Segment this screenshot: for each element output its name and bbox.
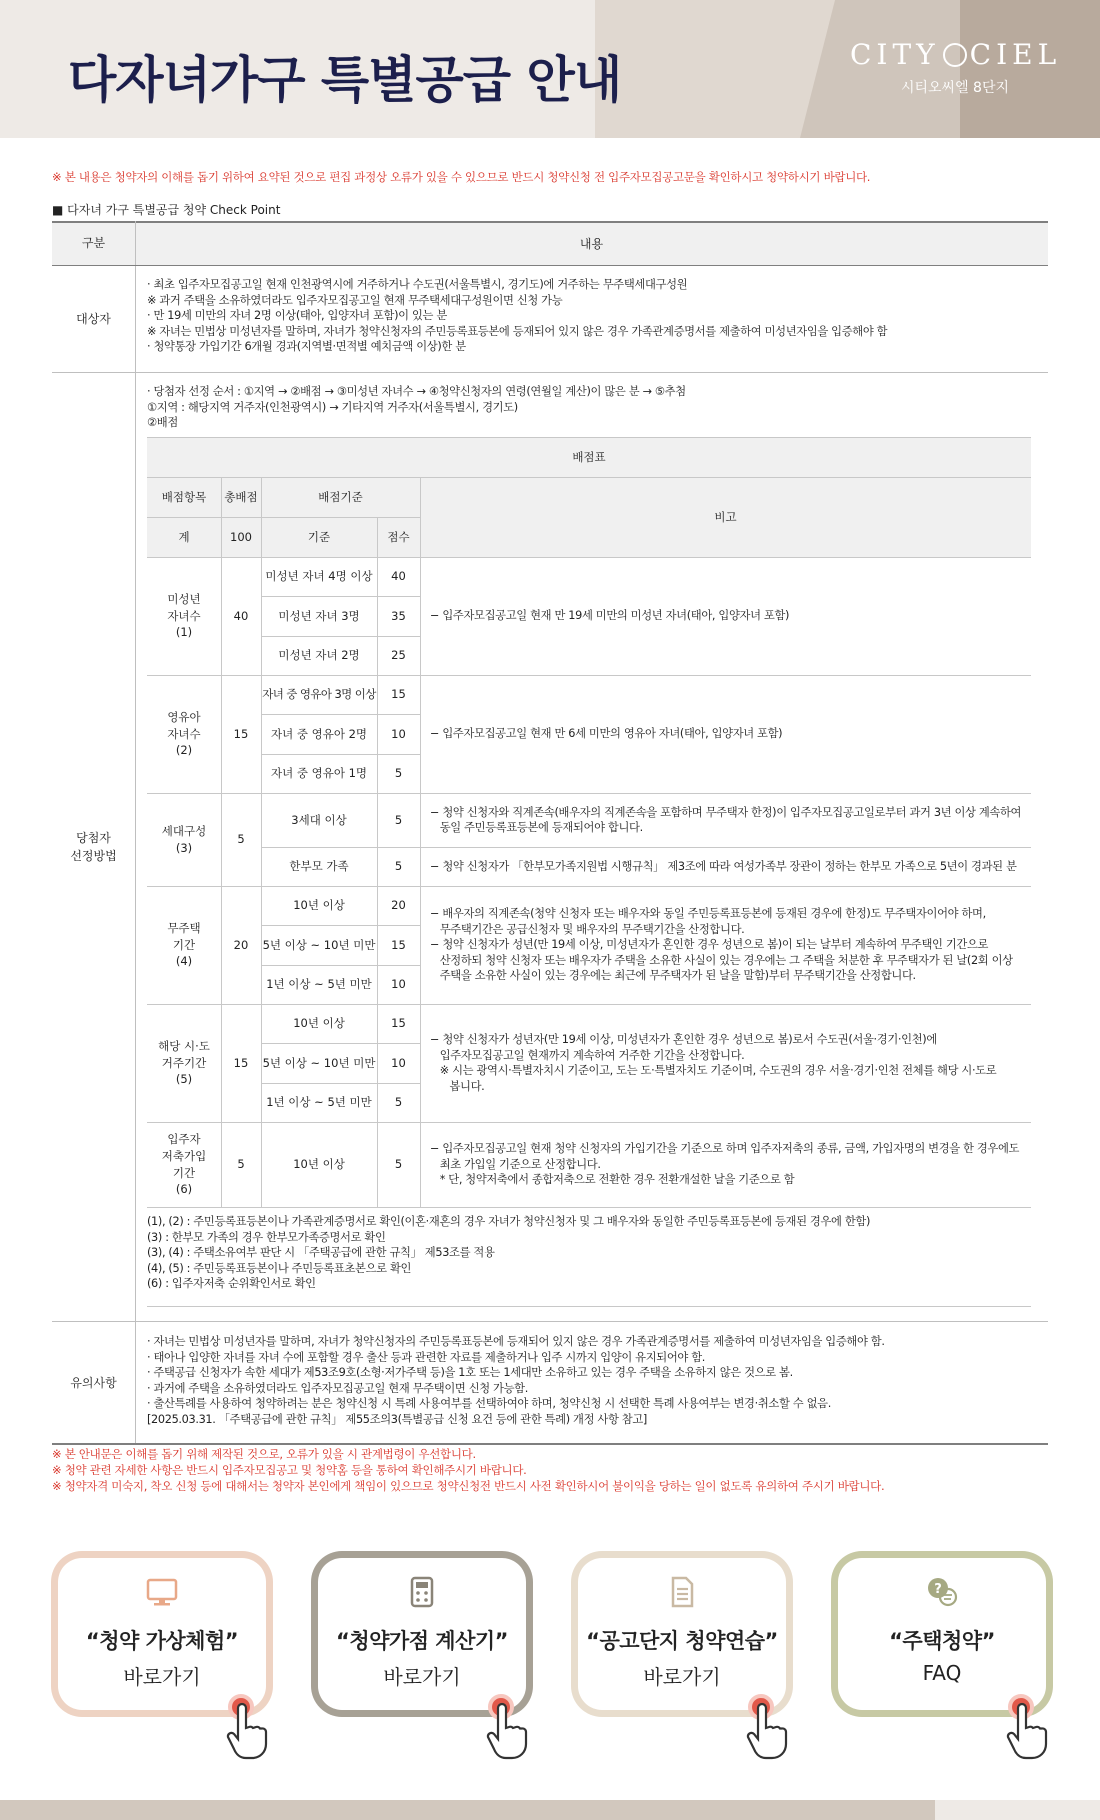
remark-cell: − 입주자모집공고일 현재 청약 신청자의 가입기간을 기준으로 하며 입주자저축의 종류, 금액, 가입자명의 변경을 한 경우에도 최초 가입일 기준으로 산정합니다. * 단, 청약저축에서 종합저축으로 전환한 경우 전환개설한 날을 기준으로 함 [430,1142,1020,1187]
basis-cell: 자녀 중 영유아 1명 [270,766,368,781]
grid-line [261,754,420,755]
h-remark: 비고 [420,477,1031,557]
card-title: “공고단지 청약연습” [586,1629,778,1653]
footnote: (3) : 한부모 가족의 경우 한부모가족증명서로 확인 [147,1230,386,1244]
note-line: ※ 청약자격 미숙지, 착오 신청 등에 대해서는 청약자 본인에게 책임이 있으므로 청약신청전 반드시 사전 확인하시어 불이익을 당하는 일이 없도록 유의하여 주시기 바랍니다. [52,1479,885,1493]
card-score-calculator[interactable] [318,1558,526,1710]
h-sum-val: 100 [221,517,261,557]
basis-cell: 자녀 중 영유아 2명 [270,726,368,741]
group-total: 15 [233,1055,249,1070]
points-cell: 5 [394,766,403,781]
card-subtitle: 바로가기 [643,1665,721,1689]
notes-bottom [52,1446,884,1494]
grid-line [147,886,1031,887]
grid-line [147,1004,1031,1005]
grid-line [261,714,420,715]
remark-cell: − 청약 신청자가 「한부모가족지원법 시행규칙」 제3조에 따라 여성가족부 장관이 정하는 한부모 가족으로 5년이 경과된 분 [430,859,1017,873]
card-faq[interactable] [838,1558,1046,1710]
card-subtitle: 바로가기 [123,1665,201,1689]
footnote: (4), (5) : 주민등록표등본이나 주민등록표초본으로 확인 [147,1261,412,1275]
footer-bar [0,1800,1100,1820]
card-title: “청약가점 계산기” [336,1629,508,1653]
basis-cell: 5년 이상 ~ 10년 미만 [262,1055,376,1070]
remark-cell: − 입주자모집공고일 현재 만 6세 미만의 영유아 자녀(태아, 입양자녀 포함) [430,727,783,741]
grid-line [261,596,420,597]
points-cell: 5 [394,859,403,874]
basis-cell: 5년 이상 ~ 10년 미만 [262,937,376,952]
grid-line [221,477,222,1207]
group-name: 영유아 자녀수 (2) [167,709,201,758]
points-cell: 5 [394,1157,403,1172]
header-category: 구분 [81,236,106,250]
h-points: 점수 [377,517,420,557]
points-cell: 10 [391,1055,406,1070]
grid-line [147,675,1031,676]
eligibility-label: 대상자 [76,312,111,326]
svg-text:?: ? [934,1582,942,1597]
grid-line [261,1043,420,1044]
basis-cell: 10년 이상 [293,1016,345,1031]
group-name: 세대구성 (3) [161,823,207,855]
points-cell: 15 [391,687,406,702]
header-content: 내용 [579,236,604,251]
points-cell: 40 [391,569,406,584]
points-cell: 20 [391,898,406,913]
grid-line [147,437,1031,438]
selection-line: ②배점 [147,416,178,429]
grid-line [147,557,1031,558]
pointer-hand-icon [224,1702,268,1762]
caution-line: · 태아나 입양한 자녀를 자녀 수에 포함할 경우 출산 등과 관련한 자료를 제출하거나 입주 시까지 입양이 유지되어야 함. [147,1350,706,1364]
monitor-icon [145,1575,179,1609]
card-subtitle: FAQ [922,1661,962,1685]
grid-line [377,517,378,1207]
eligibility-line: ※ 과거 주택을 소유하였더라도 입주자모집공고일 현재 무주택세대구성원이면 신청 가능 [147,293,563,307]
grid-line [261,925,420,926]
h-item: 배점항목 [147,477,221,517]
points-cell: 25 [391,648,406,663]
card-practice[interactable] [578,1558,786,1710]
basis-cell: 10년 이상 [293,1157,345,1172]
grid-line [147,477,1031,478]
points-cell: 15 [391,1016,406,1031]
card-subtitle: 바로가기 [383,1665,461,1689]
grid-line [261,965,420,966]
pointer-hand-icon [484,1702,528,1762]
basis-cell: 1년 이상 ~ 5년 미만 [266,1095,372,1110]
brand-logo [850,38,1060,97]
selection-intro [147,384,686,431]
divider [52,265,1048,266]
notice-top: ※ 본 내용은 청약자의 이해를 돕기 위하여 요약된 것으로 편집 과정상 오류가 있을 수 있으므로 반드시 청약신청 전 입주자모집공고문을 확인하시고 청약하시기 바랍니다. [52,170,871,184]
caution-line: · 과거에 주택을 소유하였더라도 입주자모집공고일 현재 무주택이면 신청 가능함. [147,1381,528,1395]
caution-line: · 출산특례를 사용하여 청약하려는 분은 청약신청 시 특례 사용여부를 선택하여야 하며, 청약신청 시 선택한 특례 사용여부는 변경·취소할 수 없음. [147,1397,831,1410]
card-title: “청약 가상체험” [85,1629,239,1653]
caution-line: · 자녀는 민법상 미성년자를 말하며, 자녀가 청약신청자의 주민등록표등본에 등재되어 있지 않은 경우 가족관계증명서를 제출하여 미성년자임을 입증해야 함. [147,1335,885,1348]
points-cell: 5 [394,1095,403,1110]
basis-cell: 10년 이상 [293,898,345,913]
divider [52,1443,1048,1445]
group-name: 해당 시·도 거주기간 (5) [158,1038,210,1087]
h-basis: 기준 [261,517,377,557]
calculator-icon [405,1575,439,1609]
divider [52,372,1048,373]
group-name: 무주택 기간 (4) [167,920,201,969]
pointer-hand-icon [1004,1702,1048,1762]
caution-content [147,1334,885,1427]
score-footnotes [147,1214,870,1292]
caution-line: [2025.03.31. 「주택공급에 관한 규칙」 제55조의3(특별공급 신청 요건 등에 관한 특례) 개정 사항 참고] [147,1412,647,1426]
score-table-title: 배점표 [147,437,1031,477]
faq-icon [925,1575,959,1609]
h-criteria: 배점기준 [261,477,420,517]
h-sum: 계 [147,517,221,557]
brand-right: CIEL [969,38,1062,71]
group-name: 입주자 저축가입 기간 (6) [161,1132,207,1197]
points-cell: 35 [391,608,406,623]
basis-cell: 미성년 자녀 2명 [278,648,360,663]
card-virtual-experience[interactable] [58,1558,266,1710]
basis-cell: 자녀 중 영유아 3명 이상 [262,687,376,702]
selection-line: · 당첨자 선정 순서 : ①지역 → ②배점 → ③미성년 자녀수 → ④청약신청자의 연령(연월일 계산)이 많은 분 → ⑤추첨 [147,385,686,398]
grid-line [147,517,420,518]
footer-accent [935,1800,1100,1820]
points-cell: 10 [391,977,406,992]
remark-cell: − 입주자모집공고일 현재 만 19세 미만의 미성년 자녀(태아, 입양자녀 포함) [430,609,790,623]
grid-line [147,793,1031,794]
group-total: 15 [233,726,249,741]
divider [135,221,136,1443]
footnote-divider [147,1306,1031,1307]
eligibility-line: ※ 자녀는 민법상 미성년자를 말하며, 자녀가 청약신청자의 주민등록표등본에 등재되어 있지 않은 경우 가족관계증명서를 제출하여 미성년자임을 입증해야 함 [147,324,888,338]
note-line: ※ 청약 관련 자세한 사항은 반드시 입주자모집공고 및 청약홈 등을 통하여 확인해주시기 바랍니다. [52,1463,527,1477]
pointer-hand-icon [744,1702,788,1762]
points-cell: 15 [391,937,406,952]
grid-line [420,477,421,1207]
group-total: 20 [233,937,249,952]
points-cell: 10 [391,726,406,741]
basis-cell: 3세대 이상 [291,812,347,827]
group-total: 5 [237,1157,245,1172]
brand-o-mark [943,43,967,67]
document-icon [665,1575,699,1609]
grid-line [147,1207,1031,1208]
points-cell: 5 [394,812,403,827]
selection-label: 당첨자 선정방법 [70,831,117,863]
brand-subtitle: 시티오씨엘 8단지 [900,80,1010,96]
header-banner [0,0,1100,138]
page-title: 다자녀가구 특별공급 안내 [68,51,622,109]
divider [52,1321,1048,1322]
grid-line [261,1083,420,1084]
caution-line: · 주택공급 신청자가 속한 세대가 제53조9호(소형·저가주택 등)을 1호 또는 1세대만 소유하고 있는 경우 주택을 소유하지 않은 것으로 봄. [147,1366,793,1379]
basis-cell: 미성년 자녀 3명 [278,608,360,623]
footnote: (1), (2) : 주민등록표등본이나 가족관계증명서로 확인(이혼·재혼의 경우 자녀가 청약신청자 및 그 배우자와 동일한 주민등록표등본에 등재된 경우에 한함) [147,1215,871,1228]
score-table [147,437,1031,1207]
remark-cell: − 청약 신청자와 직계존속(배우자의 직계존속을 포함하며 무주택자 한정)이 입주자모집공고일로부터 과거 3년 이상 계속하여 동일 주민등록표등본에 등재되어야 합니다. [430,805,1022,834]
note-line: ※ 본 안내문은 이해를 돕기 위해 제작된 것으로, 오류가 있을 시 관계법령이 우선합니다. [52,1447,476,1461]
group-total: 40 [233,608,249,623]
eligibility-content [147,277,887,355]
group-total: 5 [237,832,245,847]
remark-cell: − 배우자의 직계존속(청약 신청자 또는 배우자와 동일 주민등록표등본에 등재된 경우에 한정)도 무주택자이어야 하며, 무주택기간은 공급신청자 및 배우자의 무주택기간을 산정합니다. − 청약 신청자가 성년(만 19세 이상, 미성년자가 혼인한 경우 성년으로 봄)이 되는 날부터 계속하여 무주택인 기간으로 산정하되 청약 신청자 또는 배우자가 주택을 소유한 사실이 있는 경우에는 그 주택을 처분한 후 무주택자가 된 날(2회 이상 주택을 소유한 사실이 있는 경우에는 최근에 무주택자가 된 날을 말함)부터 무주택기간을 산정합니다. [430,907,1013,983]
group-name: 미성년 자녀수 (1) [167,591,201,640]
footnote: (6) : 입주자저축 순위확인서로 확인 [147,1277,316,1290]
card-title: “주택청약” [889,1629,995,1653]
basis-cell: 1년 이상 ~ 5년 미만 [266,977,372,992]
basis-cell: 미성년 자녀 4명 이상 [265,569,373,584]
selection-line: ①지역 : 해당지역 거주자(인천광역시) → 기타지역 거주자(서울특별시, 경기도) [147,400,518,414]
eligibility-line: · 최초 입주자모집공고일 현재 인천광역시에 거주하거나 수도권(서울특별시, 경기도)에 거주하는 무주택세대구성원 [147,278,688,291]
grid-line [147,1122,1031,1123]
caution-label: 유의사항 [70,1375,117,1390]
h-total: 총배점 [221,477,261,517]
eligibility-line: · 청약통장 가입기간 6개월 경과(지역별·면적별 예치금액 이상)한 분 [147,340,466,353]
basis-cell: 한부모 가족 [289,859,349,874]
grid-line [261,477,262,1207]
eligibility-line: · 만 19세 미만의 자녀 2명 이상(태아, 입양자녀 포함)이 있는 분 [147,309,447,322]
brand-left: CITY [850,38,940,71]
footnote: (3), (4) : 주택소유여부 판단 시 「주택공급에 관한 규칙」 제53조를 적용 [147,1246,495,1259]
grid-line [261,636,420,637]
remark-cell: − 청약 신청자가 성년자(만 19세 이상, 미성년자가 혼인한 경우 성년으로 봄)로서 수도권(서울·경기·인천)에 입주자모집공고일 현재까지 계속하여 거주한 기간을 산정합니다. ※ 시는 광역시·특별자치시 기준이고, 도는 도·특별자치도 기준이며, 수도권의 경우 서울·경기·인천 전체를 해당 시·도로 봅니다. [430,1033,997,1093]
checkpoint-title: ■ 다자녀 가구 특별공급 청약 Check Point [52,203,281,217]
